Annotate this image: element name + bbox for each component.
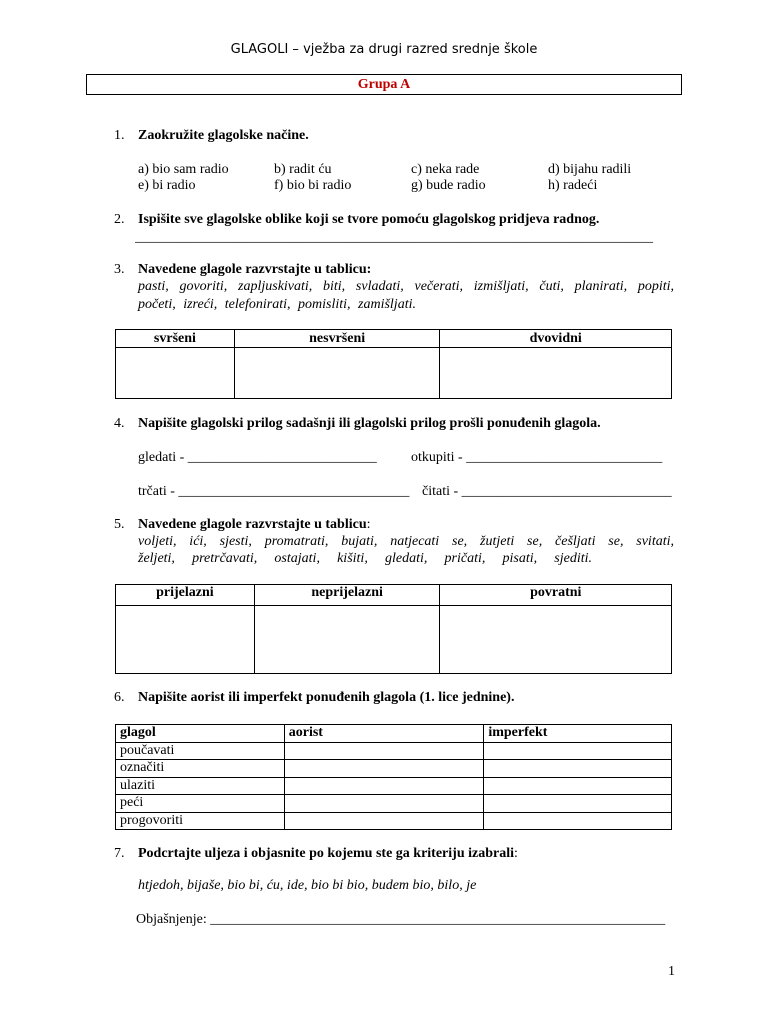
q3-cell-dvovidni[interactable]: [440, 348, 672, 399]
q6-header-aorist: aorist: [284, 725, 484, 743]
q7-colon: :: [514, 846, 518, 861]
q3-header-svrseni: svršeni: [116, 330, 235, 348]
q6-text: Napišite aorist ili imperfekt ponuđenih glagola (1. lice jednine).: [138, 690, 515, 705]
document-header: GLAGOLI – vježba za drugi razred srednje škole: [230, 42, 538, 57]
q3-cell-nesvrseni[interactable]: [234, 348, 440, 399]
q6-aorist-cell[interactable]: [284, 760, 484, 778]
table-row: [116, 777, 672, 795]
q5-text: Navedene glagole razvrstajte u tablicu: [138, 517, 367, 532]
q5-colon: :: [366, 517, 371, 532]
q6-aorist-cell[interactable]: [284, 777, 484, 795]
q7-text-wrap: [138, 846, 518, 862]
table-row: [116, 795, 672, 813]
q6-imperfekt-cell[interactable]: [484, 760, 672, 778]
q1-text: Zaokružite glagolske načine.: [138, 128, 309, 143]
q1-number: 1.: [114, 128, 125, 143]
q6-imperfekt-cell[interactable]: [484, 742, 672, 760]
q3-verbs-line-1: pasti, govoriti, zapljuskivati, biti, svladati, večerati, izmišljati, čuti, planirati, popiti,: [138, 279, 674, 294]
q6-number: 6.: [114, 690, 125, 705]
q5-table: [115, 584, 672, 674]
q3-text: Navedene glagole razvrstajte u tablicu:: [138, 262, 372, 277]
q5-verbs-line-2: željeti, pretrčavati, ostajati, kišiti, gledati, pričati, pisati, sjediti.: [138, 551, 592, 566]
q7-number: 7.: [114, 846, 125, 861]
q4-item-trcati[interactable]: trčati - _________________________________: [138, 484, 410, 499]
q6-aorist-cell[interactable]: [284, 812, 484, 830]
q6-verb: ulaziti: [116, 777, 285, 795]
table-row: [116, 812, 672, 830]
group-label: Grupa A: [357, 77, 411, 92]
q3-number: 3.: [114, 262, 125, 277]
q4-item-citati[interactable]: čitati - ______________________________: [422, 484, 672, 499]
q5-cell-prijelazni[interactable]: [116, 606, 255, 674]
q5-header-neprijelazni: neprijelazni: [254, 585, 440, 606]
q3-table: [115, 329, 672, 399]
q1-option-b: b) radit ću: [274, 162, 332, 177]
q1-option-d: d) bijahu radili: [548, 162, 632, 177]
q4-text: Napišite glagolski prilog sadašnji ili glagolski prilog prošli ponuđenih glagola.: [138, 416, 601, 431]
q3-verbs-line-2: početi, izreći, telefonirati, pomisliti, zamišljati.: [138, 297, 416, 312]
table-row: [116, 760, 672, 778]
q1-option-e: e) bi radio: [138, 178, 196, 193]
q6-verb: označiti: [116, 760, 285, 778]
q2-text: Ispišite sve glagolske oblike koji se tvore pomoću glagolskog pridjeva radnog.: [138, 212, 600, 227]
table-row: [116, 742, 672, 760]
q1-option-a: a) bio sam radio: [138, 162, 229, 177]
q2-number: 2.: [114, 212, 125, 227]
q3-cell-svrseni[interactable]: [116, 348, 235, 399]
q6-verb: peći: [116, 795, 285, 813]
q3-header-dvovidni: dvovidni: [440, 330, 672, 348]
q5-verbs-line-1: voljeti, ići, sjesti, promatrati, bujati, natjecati se, žutjeti se, češljati se, svitati,: [138, 534, 674, 549]
q7-explanation[interactable]: Objašnjenje: _________________________________________________________________: [136, 912, 666, 927]
q1-option-g: g) bude radio: [411, 178, 486, 193]
group-box: [86, 74, 682, 95]
q5-text-wrap: [138, 517, 371, 533]
q1-option-h: h) radeći: [548, 178, 598, 193]
q1-option-f: f) bio bi radio: [274, 178, 352, 193]
q2-answer-line[interactable]: __________________________________________________________________________: [135, 230, 653, 245]
q7-words: htjedoh, bijaše, bio bi, ću, ide, bio bi bio, budem bio, bilo, je: [138, 878, 477, 893]
q6-imperfekt-cell[interactable]: [484, 777, 672, 795]
q5-header-povratni: povratni: [440, 585, 672, 606]
q6-header-imperfekt: imperfekt: [484, 725, 672, 743]
q3-header-nesvrseni: nesvršeni: [234, 330, 440, 348]
q6-imperfekt-cell[interactable]: [484, 812, 672, 830]
q4-item-gledati[interactable]: gledati - ___________________________: [138, 450, 377, 465]
page-number: 1: [668, 964, 675, 979]
q6-aorist-cell[interactable]: [284, 795, 484, 813]
q6-table: [115, 724, 672, 830]
q5-cell-neprijelazni[interactable]: [254, 606, 440, 674]
q4-item-otkupiti[interactable]: otkupiti - ____________________________: [411, 450, 663, 465]
q4-number: 4.: [114, 416, 125, 431]
q6-verb: progovoriti: [116, 812, 285, 830]
q6-verb: poučavati: [116, 742, 285, 760]
q5-cell-povratni[interactable]: [440, 606, 672, 674]
q7-text: Podcrtajte uljeza i objasnite po kojemu ste ga kriteriju izabrali: [138, 846, 514, 861]
q5-header-prijelazni: prijelazni: [116, 585, 255, 606]
q6-header-glagol: glagol: [116, 725, 285, 743]
q6-aorist-cell[interactable]: [284, 742, 484, 760]
q5-number: 5.: [114, 517, 125, 532]
q1-option-c: c) neka rade: [411, 162, 480, 177]
q6-imperfekt-cell[interactable]: [484, 795, 672, 813]
